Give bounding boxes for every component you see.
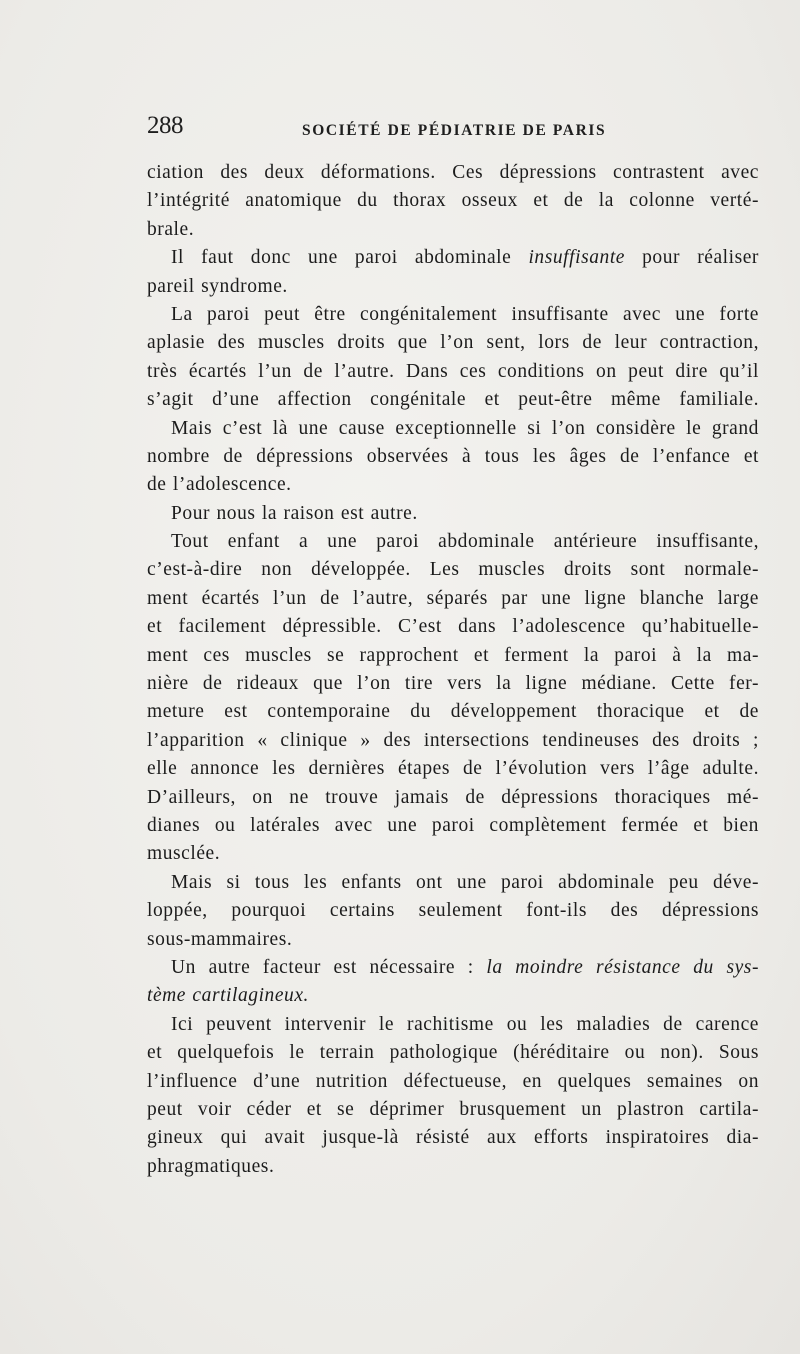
text-line: c’est-à-dire non développée. Les muscles droits sont normale- [147,559,759,581]
text-line: D’ailleurs, on ne trouve jamais de dépressions thoraciques mé- [147,786,759,808]
text-line [147,982,759,1010]
running-head: SOCIÉTÉ DE PÉDIATRIE DE PARIS [302,122,607,139]
text-line: et quelquefois le terrain pathologique (héréditaire ou non). Sous [147,1042,759,1064]
text-line: nombre de dépressions observées à tous les âges de l’enfance et [147,445,759,467]
text-line: nière de rideaux que l’on tire vers la ligne médiane. Cette fer- [147,673,759,695]
text-line: sous-mammaires. [147,928,293,950]
text-line: Mais si tous les enfants ont une paroi abdominale peu déve- [171,871,759,893]
text-line: brale. [147,218,195,240]
emphasis: la moindre résistance du sys- [486,956,759,978]
text-line: gineux qui avait jusque-là résisté aux efforts inspiratoires dia- [147,1127,759,1149]
text-line: dianes ou latérales avec une paroi complètement fermée et bien [147,814,759,836]
text-segment: Un autre facteur est nécessaire : [171,956,474,978]
text-line: meture est contemporaine du développement thoracique et de [147,701,759,723]
text-line: de l’adolescence. [147,474,292,496]
page-header [147,112,759,152]
text-line: très écartés l’un de l’autre. Dans ces conditions on peut dire qu’il [147,360,759,382]
text-line: l’intégrité anatomique du thorax osseux et de la colonne verté- [147,190,759,212]
body-text [147,159,759,1181]
text-line: loppée, pourquoi certains seulement font-ils des dépressions [147,900,759,922]
text-line: elle annonce les dernières étapes de l’évolution vers l’âge adulte. [147,758,759,780]
text-line: l’influence d’une nutrition défectueuse, en quelques semaines on [147,1070,759,1092]
text-line: peut voir céder et se déprimer brusquement un plastron cartila- [147,1098,759,1120]
text-line: ment écartés l’un de l’autre, séparés par une ligne blanche large [147,587,759,609]
emphasis: tème cartilagineux. [147,985,309,1007]
text-line: Pour nous la raison est autre. [171,502,418,524]
text-line: Mais c’est là une cause exceptionnelle si l’on considère le grand [171,417,759,439]
text-segment: pour réaliser [642,247,759,269]
text-line: Tout enfant a une paroi abdominale antérieure insuffisante, [171,531,759,553]
text-line: s’agit d’une affection congénitale et peut-être même familiale. [147,389,759,411]
text-line: aplasie des muscles droits que l’on sent, lors de leur contraction, [147,332,759,354]
emphasis: insuffisante [528,247,625,269]
page-number: 288 [147,112,183,139]
text-line: phragmatiques. [147,1155,275,1177]
text-line: et facilement dépressible. C’est dans l’adolescence qu’habituelle- [147,616,759,638]
text-line [147,954,759,982]
text-segment: Il faut donc une paroi abdominale [171,247,512,269]
text-line: pareil syndrome. [147,275,288,297]
text-line: Ici peuvent intervenir le rachitisme ou les maladies de carence [171,1013,759,1035]
text-line: ment ces muscles se rapprochent et ferment la paroi à la ma- [147,644,759,666]
text-line [147,244,759,272]
text-line: ciation des deux déformations. Ces dépressions contrastent avec [147,162,759,183]
text-line: l’apparition « clinique » des intersections tendineuses des droits ; [147,729,759,751]
text-line: La paroi peut être congénitalement insuffisante avec une forte [171,303,759,325]
text-line: musclée. [147,843,221,865]
